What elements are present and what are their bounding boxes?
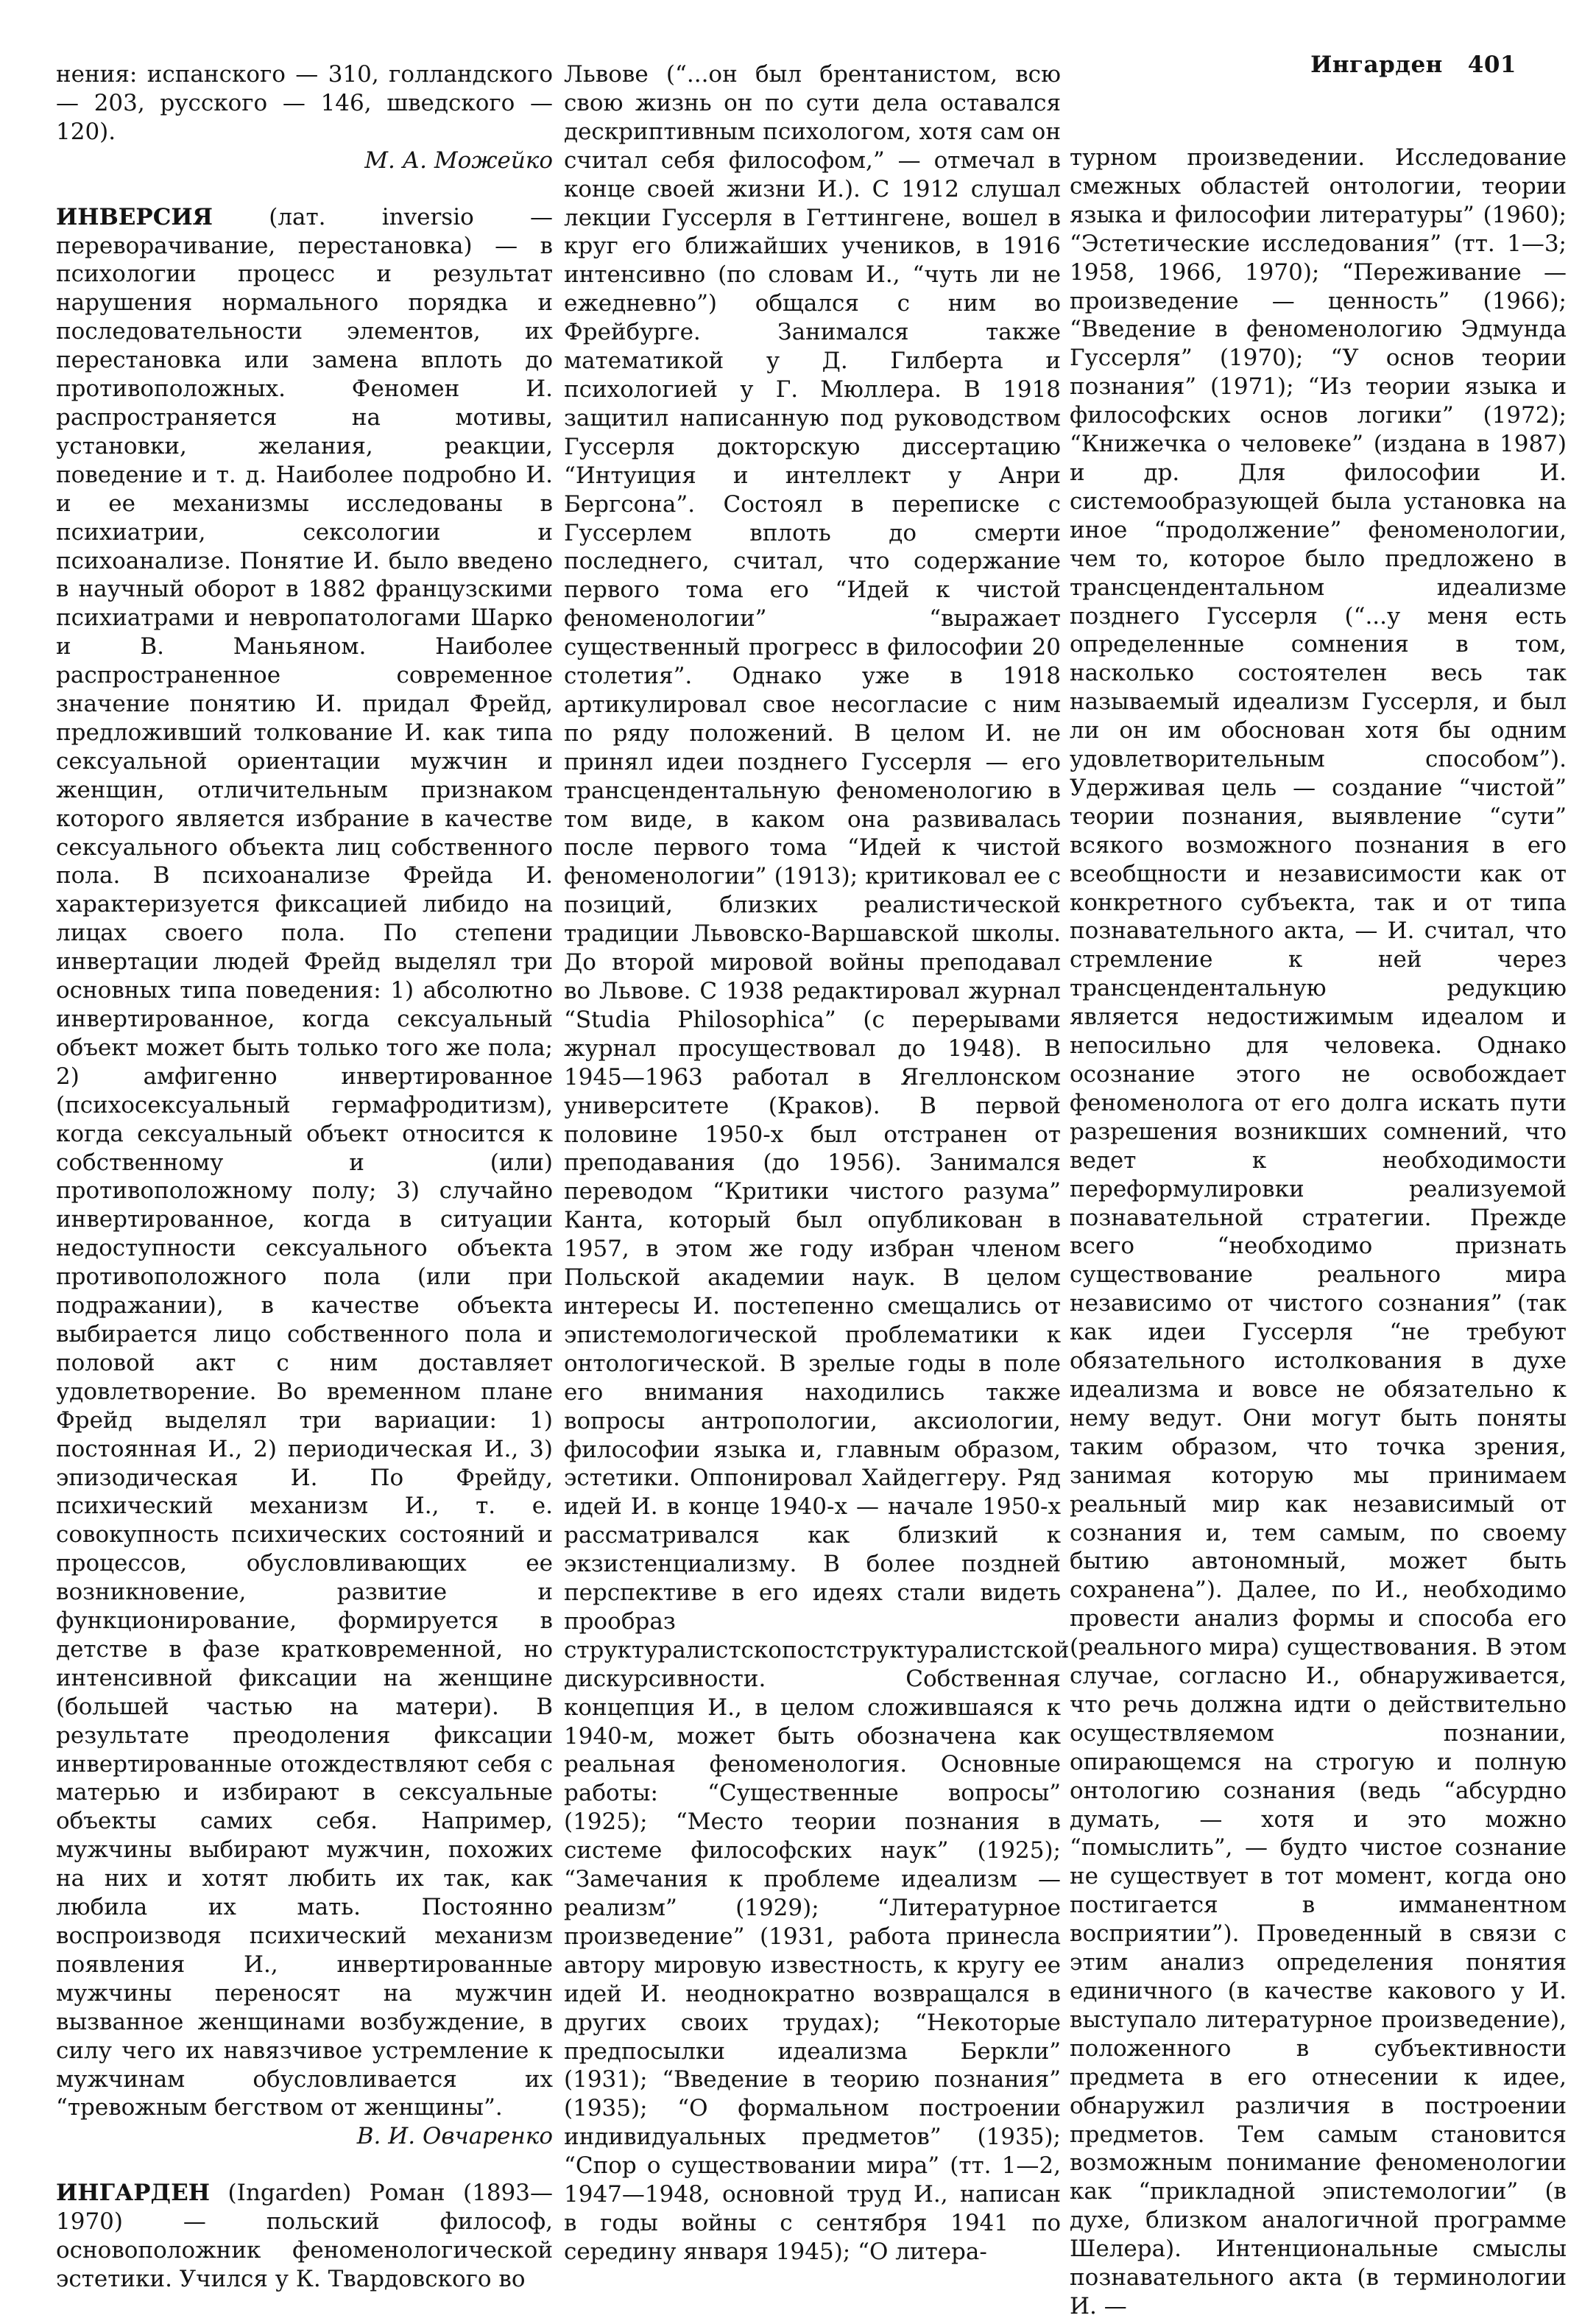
entry-inversion-body: (лат. inversio — переворачивание, перестановка) — в психологии процесс и результат нарушения нормального порядка и последовательности элементов, их перестановка или замена вплоть до противоположных. Феномен И. распространяется на мотивы, установки, желания, реакции, поведение и т. д. Наиболее подробно И. и ее механизмы исследованы в психиатрии, сексологии и психоанализе. Понятие И. было введено в научный оборот в 1882 французскими психиатрами и невропатологами Шарко и В. Маньяном. Наиболее распространенное современное значение понятию И. придал Фрейд, предложивший толкование И. как типа сексуальной ориентации мужчин и женщин, отличительным признаком которого является избрание в качестве сексуального объекта лиц собственного пола. В психоанализе Фрейда И. характеризуется фиксацией либидо на лицах своего пола. По степени инвертации людей Фрейд выделял три основных типа поведения: 1) абсолютно инвертированное, когда сексуальный объект может быть только того же пола; 2) амфигенно инвертированное (психосексуальный гермафродитизм), когда сексуальный объект относится к собственному и (или) противоположному полу; 3) случайно инвертированное, когда в ситуации недоступности сексуального объекта противоположного пола (или при подражании), в качестве объекта выбирается лицо собственного пола и половой акт с ним доставляет удовлетворение. Во временном плане Фрейд выделял три вариации: 1) постоянная И., 2) периодическая И., 3) эпизодическая И. По Фрейду, психический механизм И., т. е. совокупность психических состояний и процессов, обусловливающих ее возникновение, развитие и функционирование, формируется в детстве в фазе кратковременной, но интенсивной фиксации на женщине (большей частью на матери). В результате преодоления фиксации инвертированные отождествляют себя с матерью и избирают в сексуальные объекты самих себя. Например, мужчины выбирают мужчин, похожих на них и хотят любить их так, как любила их мать. Постоянно воспроизводя психический механизм появления И., инвертированные мужчины переносят на мужчин вызванное женщинами возбуждение, в силу чего их навязчивое устремление к мужчинам обусловливается их “тревожным бегством от женщины”. bbox=[56, 203, 553, 2121]
entry-ingarden-intro bbox=[56, 2179, 553, 2294]
running-head bbox=[1310, 52, 1516, 78]
ingarden-text-col2: Львове (“...он был брентанистом, всю свою жизнь он по сути дела оставался дескриптивным психологом, хотя сам он считал себя философом,” — отмечал в конце своей жизни И.). С 1912 слушал лекции Гуссерля в Геттингене, вошел в круг его ближайших учеников, в 1916 интенсивно (по словам И., “чуть ли не ежедневно”) общался с ним во Фрейбурге. Занимался также математикой у Д. Гилберта и психологией у Г. Мюллера. В 1918 защитил написанную под руководством Гуссерля докторскую диссертацию “Интуиция и интеллект у Анри Бергсона”. Состоял в переписке с Гуссерлем вплоть до смерти последнего, считал, что содержание первого тома его “Идей к чистой феноменологии” “выражает существенный прогресс в философии 20 столетия”. Однако уже в 1918 артикулировал свое несогласие с ним по ряду положений. В целом И. не принял идеи позднего Гуссерля — его трансцендентальную феноменологию в том виде, в каком она развивалась после первого тома “Идей к чистой феноменологии” (1913); критиковал ее с позиций, близких реалистической традиции Львовско-Варшавской школы. До второй мировой войны преподавал во Львове. С 1938 редактировал журнал “Studia Philosophica” (с перерывами журнал просуществовал до 1948). В 1945—1963 работал в Ягеллонском университете (Краков). В первой половине 1950-х был отстранен от преподавания (до 1956). Занимался переводом “Критики чистого разума” Канта, который был опубликован в 1957, в этом же году избран членом Польской академии наук. В целом интересы И. постепенно смещались от эпистемологической проблематики к онтологической. В зрелые годы в поле его внимания находились также вопросы антропологии, аксиологии, философии языка и, главным образом, эстетики. Оппонировал Хайдеггеру. Ряд идей И. в конце 1940-х — начале 1950-х рассматривался как близкий к экзистенциализму. В более поздней перспективе в его идеях стали видеть прообраз структуралистскопостструктуралистской дискурсивности. Собственная концепция И., в целом сложившаяся к 1940-м, может быть обозначена как реальная феноменология. Основные работы: “Существенные вопросы” (1925); “Место теории познания в системе философских наук” (1925); “Замечания к проблеме идеализм — реализм” (1929); “Литературное произведение” (1931, работа принесла автору мировую известность, к кругу ее идей И. неоднократно возвращался в других своих трудах); “Некоторые предпосылки идеализма Беркли” (1931); “Введение в теорию познания” (1935); “О формальном построении индивидуальных предметов” (1935); “Спор о существовании мира” (тт. 1—2, 1947—1948, основной труд И., написан в годы войны с сентября 1941 по середину января 1945); “О литера- bbox=[564, 61, 1070, 2265]
ingarden-text-col3: турном произведении. Исследование смежных областей онтологии, теории языка и философии литературы” (1960); “Эстетические исследования” (тт. 1—3; 1958, 1966, 1970); “Переживание — произведение — ценность” (1966); “Введение в феноменологию Эдмунда Гуссерля” (1970); “У основ теории познания” (1971); “Из теории языка и философских основ логики” (1972); “Книжечка о человеке” (издана в 1987) и др. Для философии И. системообразующей была установка на иное “продолжение” феноменологии, чем то, которое было предложено в трансцендентальном идеализме позднего Гуссерля (“...у меня есть определенные сомнения в том, насколько состоятелен весь так называемый идеализм Гуссерля, и был ли он им обоснован хотя бы одним удовлетворительным способом”). Удерживая цель — создание “чистой” теории познания, выявление “сути” всякого возможного познания в его всеобщности и независимости как от конкретного субъекта, так и от типа познавательного акта, — И. считал, что стремление к ней через трансцендентальную редукцию является недостижимым идеалом и непосильно для человека. Однако осознание этого не освобождает феноменолога от его долга искать пути разрешения возникших сомнений, что ведет к необходимости переформулировки реализуемой познавательной стратегии. Прежде всего “необходимо признать существование реального мира независимо от чистого сознания” (так как идеи Гуссерля “не требуют обязательного истолкования в духе идеализма и вовсе не обязательно к нему ведут. Они могут быть поняты таким образом, что точка зрения, занимая которую мы принимаем реальный мир как независимый от сознания и, тем самым, по своему бытию автономный, может быть сохранена”). Далее, по И., необходимо провести анализ формы и способа его (реального мира) существования. В этом случае, согласно И., обнаруживается, что речь должна идти о действительно осуществляемом познании, опирающемся на строгую и полную онтологию сознания (ведь “абсурдно думать, — хотя и это можно “помыслить”, — будто чистое сознание не существует в тот момент, когда оно постигается в имманентном восприятии”). Проведенный в связи с этим анализ определения понятия единичного (в качестве какового у И. выступало литературное произведение), положенного в субъективности предмета в его отнесении к идее, обнаружил различия в построении предметов. Тем самым становится возможным понимание феноменологии как “прикладной эпистемологии” (в духе, близком аналогичной программе Шелера). Интенциональные смыслы познавательного акта (в терминологии И. — bbox=[1070, 144, 1567, 2320]
running-head-title: Ингарден bbox=[1310, 52, 1443, 78]
entry-ingarden-intro-text: (Ingarden) Роман (1893—1970) — польский философ, основоположник феноменологической эстетики. Учился у К. Твардовского во bbox=[56, 2180, 553, 2292]
inversion-author: В. И. Овчаренко bbox=[356, 2123, 553, 2150]
column-left bbox=[56, 60, 553, 2294]
page-number: 401 bbox=[1467, 52, 1516, 78]
entry-inversion bbox=[56, 203, 553, 2123]
prev-entry-tail: нения: испанского — 310, голландского — 203, русского — 146, шведского — 120). bbox=[56, 61, 553, 145]
column-right bbox=[1070, 144, 1567, 2321]
column-middle bbox=[564, 60, 1070, 2267]
entry-term-inversion: ИНВЕРСИЯ bbox=[56, 203, 213, 230]
entry-term-ingarden: ИНГАРДЕН bbox=[56, 2180, 211, 2207]
prev-entry-author: М. А. Можейко bbox=[364, 147, 553, 174]
